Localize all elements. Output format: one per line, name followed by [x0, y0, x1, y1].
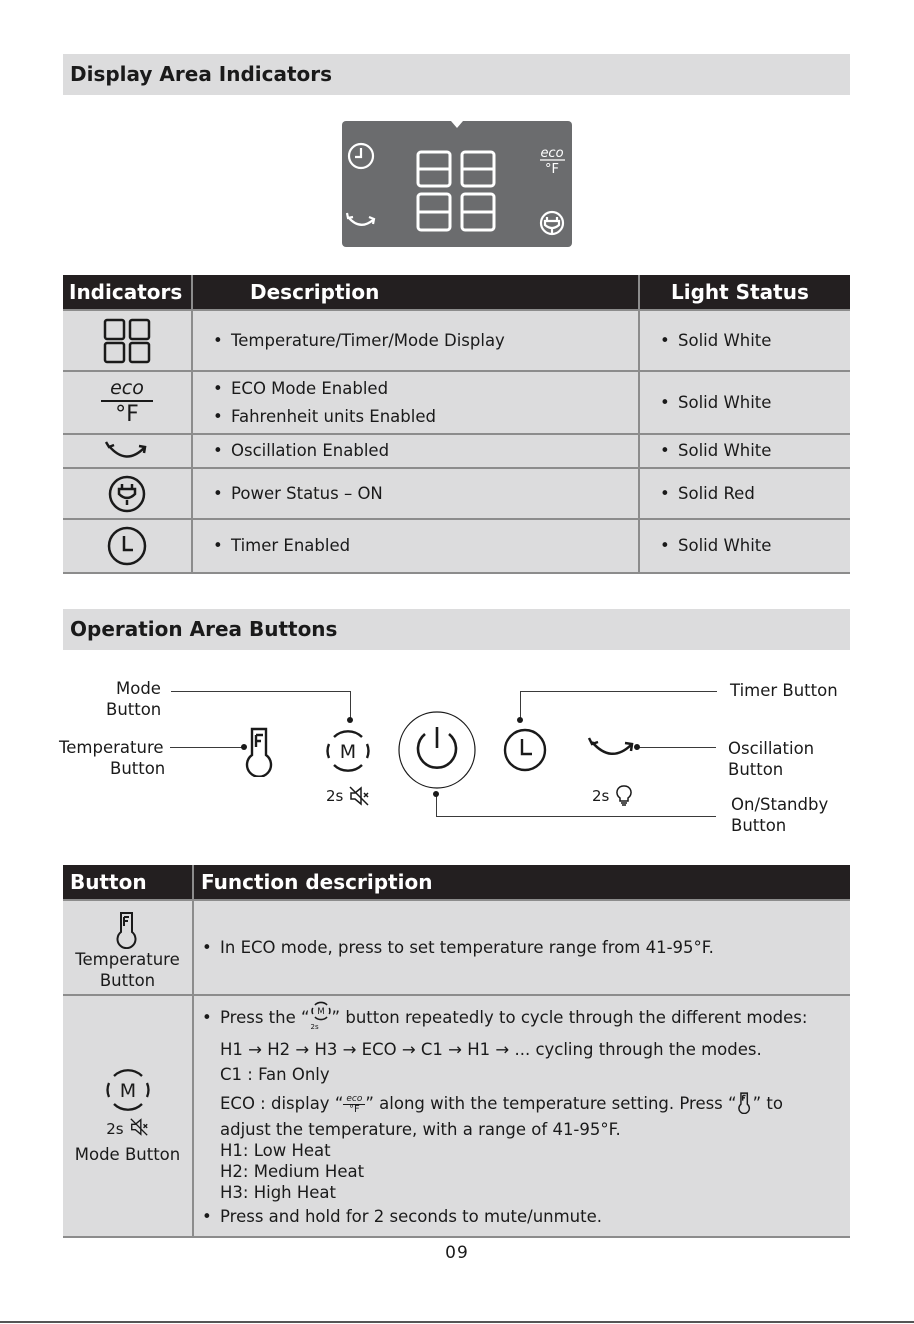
header-function: Function description — [193, 865, 850, 900]
lightbulb-icon — [615, 784, 633, 808]
svg-text:M: M — [316, 1007, 325, 1018]
function-line4: ECO : display “ eco °F ” along with the temperature setting. Press “ ” to — [220, 1093, 783, 1115]
mute-hold-text: 2s — [326, 787, 344, 805]
light-status: • Solid White — [678, 327, 849, 355]
svg-text:M: M — [119, 1079, 136, 1102]
mute-icon — [348, 785, 370, 807]
eco-fahrenheit-icon: eco °F — [101, 379, 153, 426]
temperature-label-line1: Temperature — [59, 738, 164, 757]
button-name: Mode Button — [74, 1144, 181, 1164]
timer-label: Timer Button — [730, 681, 838, 700]
footer-rule — [0, 1321, 914, 1323]
indicator-table — [63, 275, 850, 574]
svg-text:M: M — [339, 741, 357, 763]
description: • Timer Enabled — [231, 532, 637, 560]
table-row — [63, 519, 850, 573]
table-row — [63, 995, 850, 1237]
description: • ECO Mode Enabled — [231, 375, 637, 403]
segment-display — [418, 152, 494, 230]
mode-button-icon — [104, 1067, 152, 1113]
oscillation-icon — [104, 440, 150, 462]
power-button[interactable] — [397, 710, 477, 790]
function-line2: H1 → H2 → H3 → ECO → C1 → H1 → ... cycling through the modes. — [220, 1040, 762, 1059]
display-panel — [342, 121, 572, 247]
mode-button-icon[interactable] — [324, 727, 372, 775]
display-section-title: Display Area Indicators — [70, 62, 333, 86]
description: • Fahrenheit units Enabled — [231, 403, 637, 431]
table-row — [63, 371, 850, 434]
function-line3: C1 : Fan Only — [220, 1065, 330, 1084]
light-status: • Solid White — [678, 532, 849, 560]
mode-inline-icon: M 2s — [310, 999, 332, 1033]
onstandby-label-line1: On/Standby — [731, 795, 829, 814]
mode-label-line1: Mode — [116, 679, 161, 698]
unit-text: °F — [545, 162, 559, 177]
light-status: • Solid White — [678, 437, 849, 465]
timer-button-icon[interactable] — [501, 726, 549, 774]
page-number: 09 — [445, 1243, 469, 1263]
light-hold-text: 2s — [592, 787, 610, 805]
light-status: • Solid Red — [678, 480, 849, 508]
table-row — [63, 434, 850, 468]
mute-icon — [129, 1117, 149, 1137]
function-line9: • Press and hold for 2 seconds to mute/unmute. — [220, 1206, 849, 1227]
function-line5: adjust the temperature, with a range of 41-95°F. — [220, 1120, 621, 1139]
header-light-status: Light Status — [639, 275, 850, 310]
function-line6: H1: Low Heat — [220, 1141, 331, 1160]
eco-inline-icon: eco °F — [343, 1095, 365, 1115]
operation-section-header — [63, 609, 850, 650]
light-status: • Solid White — [678, 389, 849, 417]
thermometer-inline-icon — [737, 1092, 753, 1114]
function-line1: • Press the “ M 2s ” button repeatedly to cycle through the different modes: — [220, 999, 849, 1037]
thermometer-icon — [115, 911, 141, 949]
function-line7: H2: Medium Heat — [220, 1162, 365, 1181]
table-row — [63, 900, 850, 995]
mode-label-line2: Button — [106, 700, 162, 719]
header-description: Description — [192, 275, 639, 310]
power-plug-icon — [105, 474, 149, 514]
segment-display-icon — [102, 317, 152, 365]
oscillation-label-line2: Button — [728, 760, 784, 779]
oscillation-label-line1: Oscillation — [728, 739, 815, 758]
operation-section-title: Operation Area Buttons — [70, 617, 338, 641]
function-table — [63, 865, 850, 1238]
timer-icon — [349, 144, 373, 168]
table-row — [63, 310, 850, 371]
description: • Oscillation Enabled — [231, 437, 637, 465]
display-section-header — [63, 54, 850, 95]
oscillation-icon — [347, 213, 374, 225]
description: • Temperature/Timer/Mode Display — [231, 327, 637, 355]
button-name-line2: Button — [99, 970, 156, 990]
eco-text: eco — [540, 146, 564, 161]
header-indicators: Indicators — [63, 275, 192, 310]
panel-notch — [451, 121, 463, 128]
header-button: Button — [63, 865, 193, 900]
thermometer-icon[interactable] — [244, 725, 278, 777]
function-line8: H3: High Heat — [220, 1183, 337, 1202]
table-row — [63, 468, 850, 519]
description: • Power Status – ON — [231, 480, 637, 508]
temperature-label-line2: Button — [110, 759, 166, 778]
function-text: • In ECO mode, press to set temperature range from 41-95°F. — [220, 938, 849, 957]
onstandby-label-line2: Button — [731, 816, 787, 835]
oscillation-button-icon[interactable] — [587, 736, 637, 762]
mode-hold-text: 2s — [106, 1119, 124, 1138]
button-name-line1: Temperature — [75, 949, 180, 969]
power-icon — [418, 727, 456, 768]
timer-icon — [105, 525, 149, 567]
power-plug-icon — [541, 212, 563, 234]
